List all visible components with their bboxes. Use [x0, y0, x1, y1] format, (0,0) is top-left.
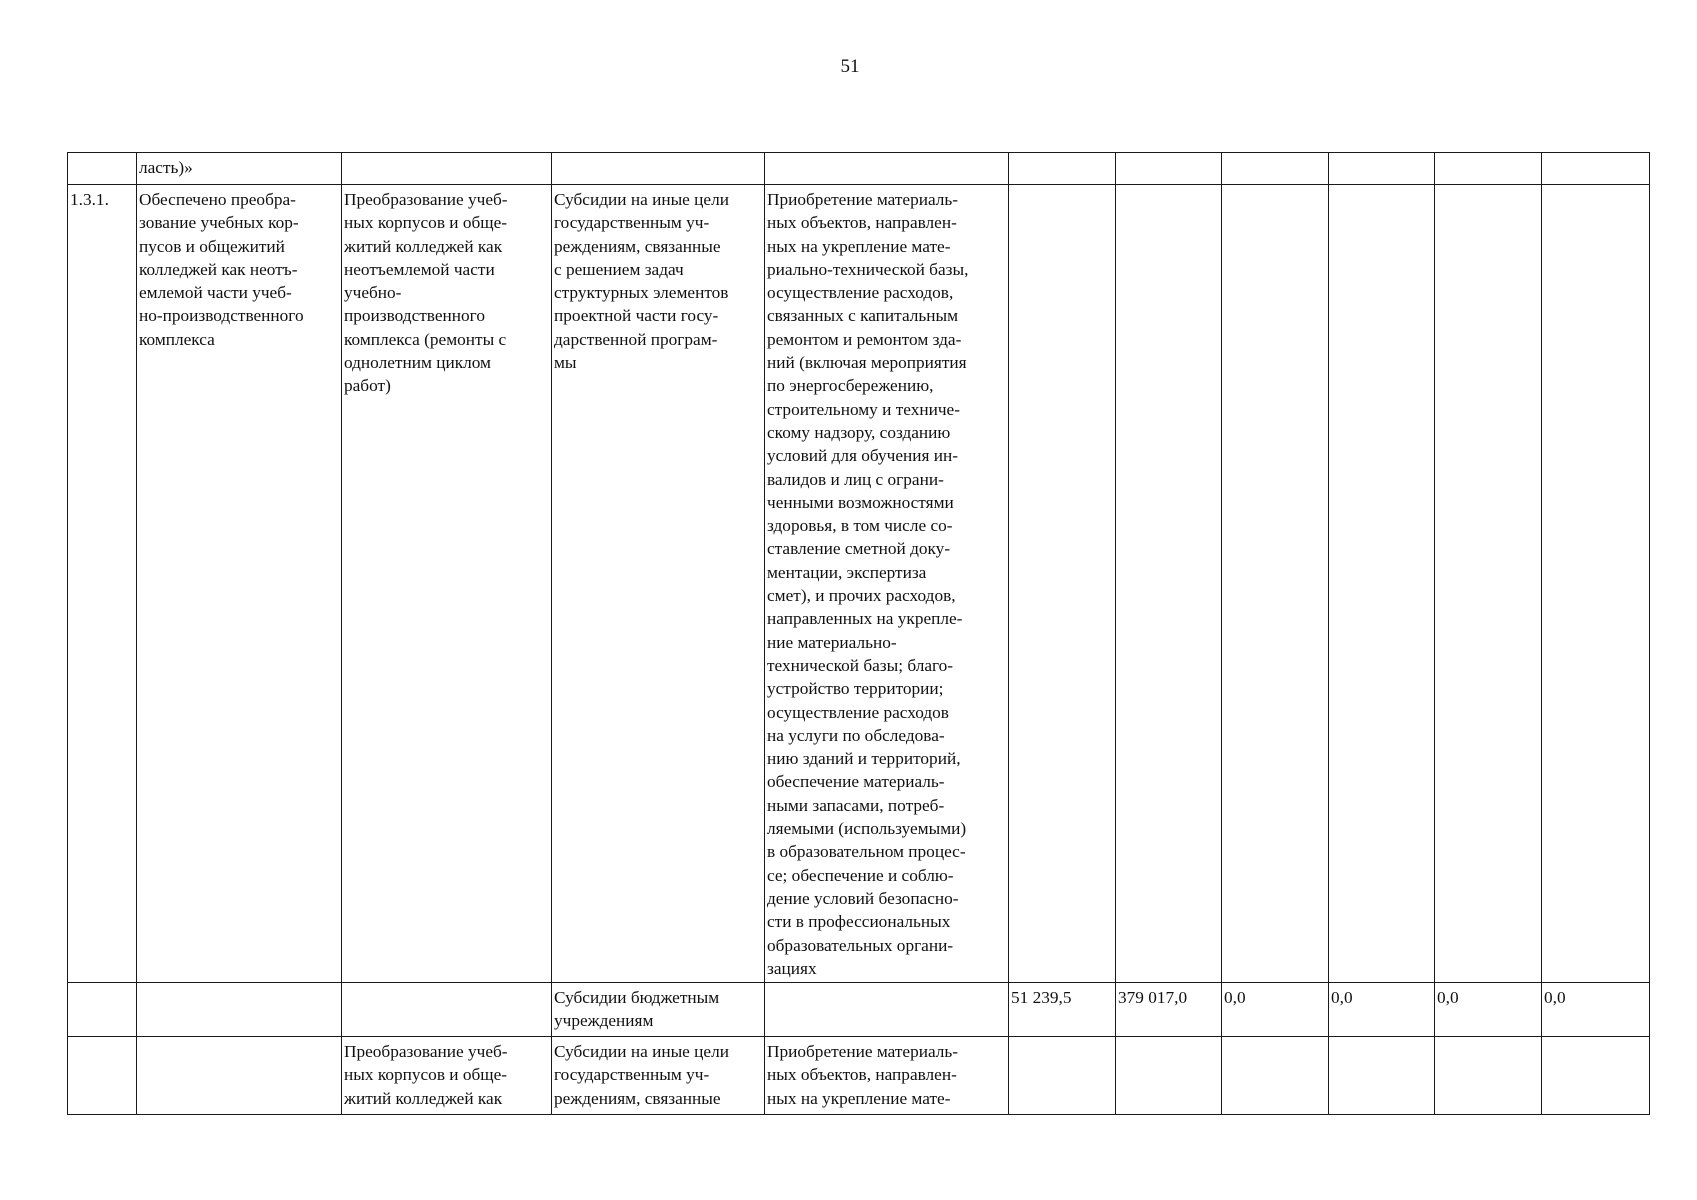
cell-value	[1435, 153, 1542, 185]
cell-value: 0,0	[1222, 983, 1329, 1037]
cell-value	[1329, 1037, 1435, 1115]
cell-value	[1329, 185, 1435, 983]
table-row-subsidy	[68, 983, 1650, 1037]
cell-value: 379 017,0	[1116, 983, 1222, 1037]
cell-value	[1435, 185, 1542, 983]
cell-number	[68, 153, 137, 185]
cell-value	[1542, 1037, 1650, 1115]
table-row-next	[68, 1037, 1650, 1115]
page-number: 51	[840, 56, 860, 77]
cell-expense-type: Субсидии бюджетным учреждениям	[552, 983, 765, 1037]
cell-value	[1222, 153, 1329, 185]
cell-description	[765, 153, 1009, 185]
cell-expense-type	[552, 153, 765, 185]
cell-value	[1009, 185, 1116, 983]
cell-number	[68, 1037, 137, 1115]
cell-value	[1435, 1037, 1542, 1115]
cell-description: Приобретение материаль- ных объектов, направлен- ных на укрепление мате- риально-технической базы, осуществление расходов, связанных с капитальным ремонтом и ремонтом зда- ний (включая мероприятия по энергосбережению, строительному и техниче- скому надзору, созданию условий для обучения ин- валидов и лиц с ограни- ченными возможностями здоровья, в том числе со- ставление сметной доку- ментации, экспертиза смет), и прочих расходов, направленных на укрепле- ние материально- технической базы; благо- устройство территории; осуществление расходов на услуги по обследова- нию зданий и территорий, обеспечение материаль- ными запасами, потреб- ляемыми (используемыми) в образовательном процес- се; обеспечение и соблю- дение условий безопасно- сти в профессиональных образовательных органи- зациях	[765, 185, 1009, 983]
cell-result	[137, 1037, 342, 1115]
cell-event: Преобразование учеб- ных корпусов и обще- житий колледжей как	[342, 1037, 552, 1115]
cell-value	[1116, 153, 1222, 185]
cell-value	[1542, 185, 1650, 983]
cell-event	[342, 153, 552, 185]
cell-expense-type: Субсидии на иные цели государственным уч- реждениям, связанные	[552, 1037, 765, 1115]
cell-value	[1009, 153, 1116, 185]
cell-number: 1.3.1.	[68, 185, 137, 983]
cell-value	[1542, 153, 1650, 185]
cell-value: 0,0	[1329, 983, 1435, 1037]
cell-value	[1222, 185, 1329, 983]
cell-number	[68, 983, 137, 1037]
cell-value	[1329, 153, 1435, 185]
cell-value: 0,0	[1542, 983, 1650, 1037]
table-row-1-3-1	[68, 185, 1650, 983]
cell-expense-type: Субсидии на иные цели государственным уч- реждениям, связанные с решением задач структурных элементов проектной части госу- дарственной програм- мы	[552, 185, 765, 983]
cell-value: 51 239,5	[1009, 983, 1116, 1037]
cell-value: 0,0	[1435, 983, 1542, 1037]
cell-result: Обеспечено преобра- зование учебных кор- пусов и общежитий колледжей как неотъ- емлемой части учеб- но-производственного комплекса	[137, 185, 342, 983]
cell-value	[1009, 1037, 1116, 1115]
cell-description	[765, 983, 1009, 1037]
cell-value	[1116, 185, 1222, 983]
table-row-continued	[68, 153, 1650, 185]
program-table	[67, 152, 1650, 1115]
cell-value	[1116, 1037, 1222, 1115]
cell-value	[1222, 1037, 1329, 1115]
cell-result	[137, 983, 342, 1037]
cell-result: ласть)»	[137, 153, 342, 185]
cell-event: Преобразование учеб- ных корпусов и обще- житий колледжей как неотъемлемой части учебно- производственного комплекса (ремонты с однолетним циклом работ)	[342, 185, 552, 983]
cell-event	[342, 983, 552, 1037]
cell-description: Приобретение материаль- ных объектов, направлен- ных на укрепление мате-	[765, 1037, 1009, 1115]
